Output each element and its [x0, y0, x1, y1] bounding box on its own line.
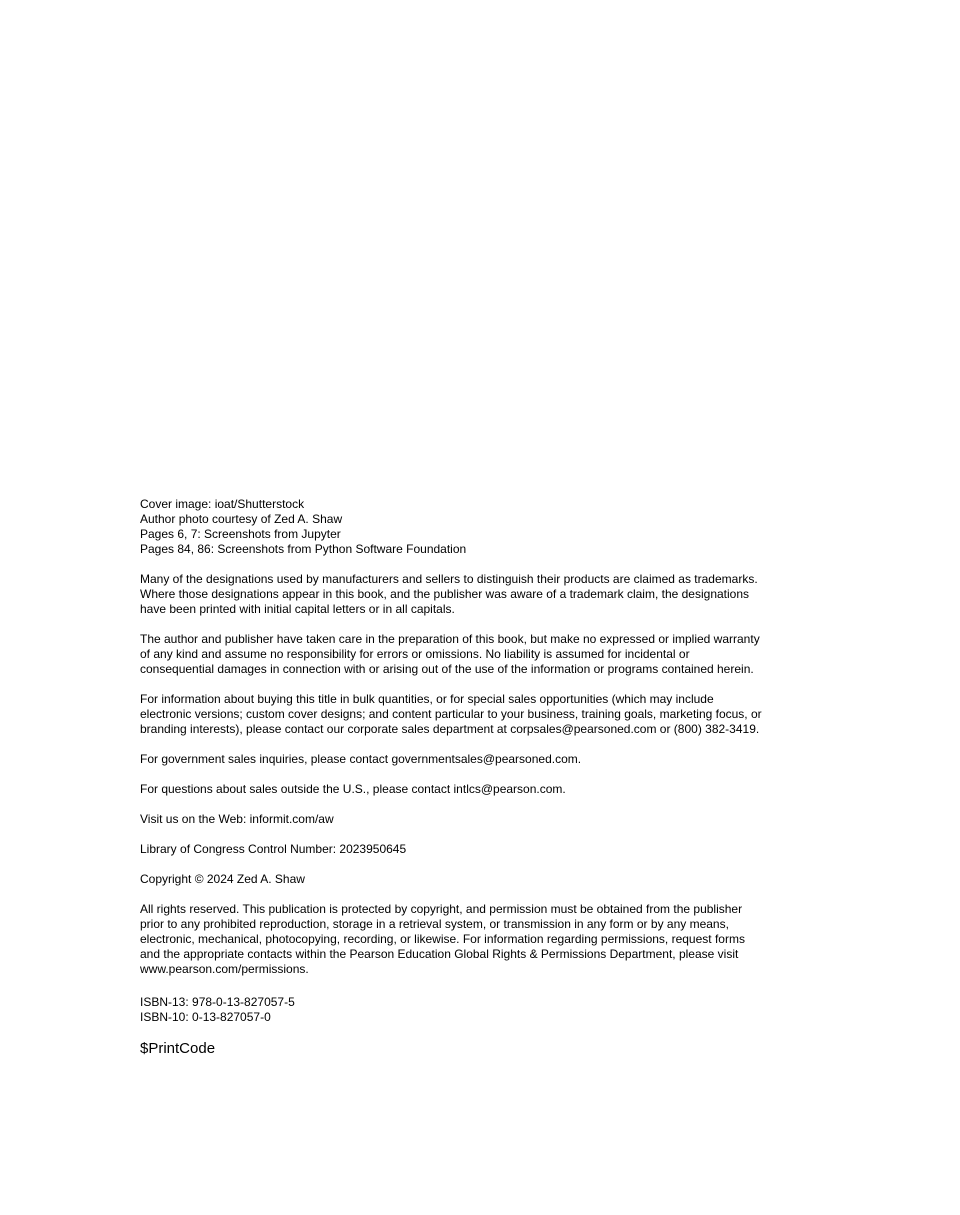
web-notice — [140, 812, 800, 827]
bulk-sales-line: electronic versions; custom cover designs; and content particular to your business, training goals, marketing focus, or — [140, 707, 762, 721]
copyright-page — [140, 497, 800, 1073]
trademark-line: Where those designations appear in this book, and the publisher was aware of a trademark claim, the designations — [140, 587, 750, 601]
lccn-notice — [140, 842, 800, 857]
image-credits — [140, 497, 800, 557]
trademark-notice — [140, 572, 800, 617]
trademark-line: have been printed with initial capital letters or in all capitals. — [140, 602, 455, 616]
rights-notice — [140, 902, 800, 977]
international-sales-text: For questions about sales outside the U.S., please contact intlcs@pearson.com. — [140, 782, 566, 796]
trademark-line: Many of the designations used by manufacturers and sellers to distinguish their products are claimed as trademarks. — [140, 572, 758, 586]
credit-python-screenshots: Pages 84, 86: Screenshots from Python Software Foundation — [140, 542, 467, 556]
credit-jupyter-screenshots: Pages 6, 7: Screenshots from Jupyter — [140, 527, 341, 541]
isbn-block — [140, 995, 800, 1025]
credit-cover-image: Cover image: ioat/Shutterstock — [140, 497, 305, 511]
government-sales-notice — [140, 752, 800, 767]
rights-line: and the appropriate contacts within the Pearson Education Global Rights & Permissions Department, please visit — [140, 947, 739, 961]
warranty-notice — [140, 632, 800, 677]
isbn-13: ISBN-13: 978-0-13-827057-5 — [140, 995, 295, 1009]
rights-line: All rights reserved. This publication is protected by copyright, and permission must be obtained from the publisher — [140, 902, 743, 916]
copyright-notice — [140, 872, 800, 887]
print-code — [140, 1040, 800, 1058]
warranty-line: of any kind and assume no responsibility for errors or omissions. No liability is assumed for incidental or — [140, 647, 690, 661]
lccn-text: Library of Congress Control Number: 2023950645 — [140, 842, 407, 856]
bulk-sales-notice — [140, 692, 800, 737]
government-sales-text: For government sales inquiries, please contact governmentsales@pearsoned.com. — [140, 752, 582, 766]
international-sales-notice — [140, 782, 800, 797]
rights-line: prior to any prohibited reproduction, storage in a retrieval system, or transmission in any form or by any means, — [140, 917, 729, 931]
rights-line: electronic, mechanical, photocopying, recording, or likewise. For information regarding permissions, request forms — [140, 932, 745, 946]
web-text: Visit us on the Web: informit.com/aw — [140, 812, 334, 826]
rights-line: www.pearson.com/permissions. — [140, 962, 309, 976]
bulk-sales-line: branding interests), please contact our corporate sales department at corpsales@pearsoned.com or (800) 382-3419. — [140, 722, 760, 736]
copyright-text: Copyright © 2024 Zed A. Shaw — [140, 872, 305, 886]
warranty-line: The author and publisher have taken care in the preparation of this book, but make no expressed or implied warranty — [140, 632, 760, 646]
credit-author-photo: Author photo courtesy of Zed A. Shaw — [140, 512, 343, 526]
isbn-10: ISBN-10: 0-13-827057-0 — [140, 1010, 271, 1024]
warranty-line: consequential damages in connection with or arising out of the use of the information or programs contained herein. — [140, 662, 754, 676]
print-code-text: $PrintCode — [140, 1040, 216, 1057]
bulk-sales-line: For information about buying this title in bulk quantities, or for special sales opportunities (which may include — [140, 692, 714, 706]
